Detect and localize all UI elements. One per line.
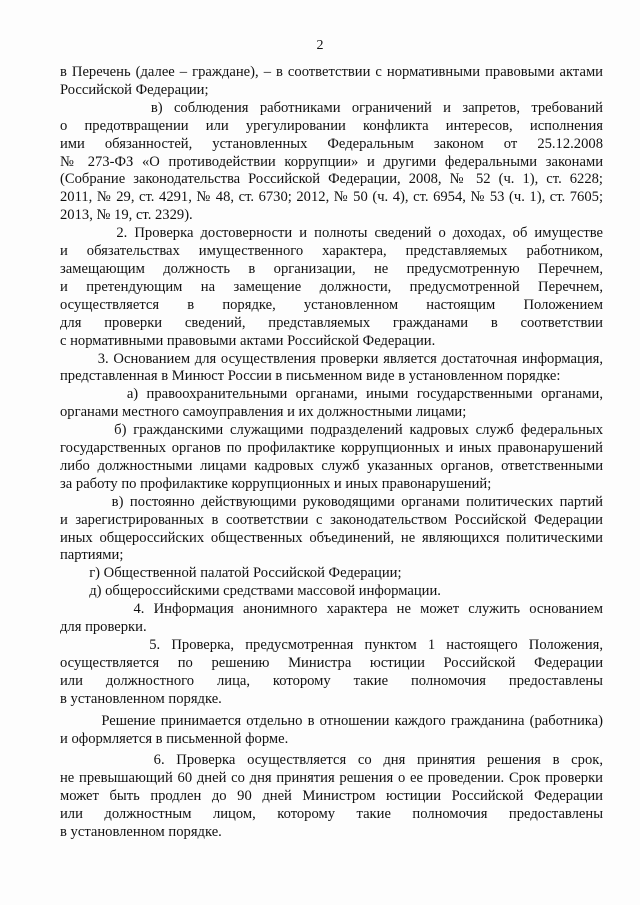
document-body xyxy=(60,64,603,842)
paragraph xyxy=(60,637,603,709)
text-line: г) Общественной палатой Российской Федерации; xyxy=(60,565,402,582)
text-line: может быть продлен до 90 дней Министром юстиции Российской Федерации xyxy=(60,788,603,805)
text-line: для проверки. xyxy=(60,619,147,636)
text-line: в установленном порядке. xyxy=(60,690,222,707)
paragraph xyxy=(60,601,603,637)
text-line: 6. Проверка осуществляется со дня принятия решения в срок, xyxy=(60,752,603,769)
text-line: государственных органов по профилактике коррупционных и иных правонарушений xyxy=(60,440,603,457)
paragraph xyxy=(60,565,603,583)
text-line: с нормативными правовыми актами Российской Федерации. xyxy=(60,332,436,349)
text-line: иных общероссийских общественных объединений, не являющихся политическими xyxy=(60,529,603,546)
text-line: д) общероссийскими средствами массовой информации. xyxy=(60,583,441,600)
text-line: в) соблюдения работниками ограничений и запретов, требований xyxy=(60,99,603,116)
text-line: партиями; xyxy=(60,547,124,564)
text-line: Решение принимается отдельно в отношении каждого гражданина (работника) xyxy=(60,712,603,729)
paragraph xyxy=(60,422,603,494)
paragraph xyxy=(60,351,603,387)
text-line: (Собрание законодательства Российской Федерации, 2008, № 52 (ч. 1), ст. 6228; xyxy=(60,171,603,188)
text-line: 5. Проверка, предусмотренная пунктом 1 настоящего Положения, xyxy=(60,637,603,653)
text-line: и обязательствах имущественного характера, представляемых работником, xyxy=(60,243,603,260)
text-line: о предотвращении или урегулировании конфликта интересов, исполнения xyxy=(60,117,603,134)
paragraph xyxy=(60,225,603,350)
text-line: в) постоянно действующими руководящими органами политических партий xyxy=(60,493,603,510)
text-line: представленная в Минюст России в письменном виде в установленном порядке: xyxy=(60,368,561,385)
text-line: осуществляется по решению Министра юстиции Российской Федерации xyxy=(60,654,603,671)
text-line: и оформляется в письменной форме. xyxy=(60,730,289,747)
text-line: 2013, № 19, ст. 2329). xyxy=(60,207,193,224)
text-line: и зарегистрированных в соответствии с законодательством Российской Федерации xyxy=(60,511,603,528)
text-line: осуществляется в порядке, установленном настоящим Положением xyxy=(60,296,603,313)
text-line: или должностным лицом, которому такие полномочия предоставлены xyxy=(60,806,603,823)
text-line: в Перечень (далее – граждане), – в соответствии с нормативными правовыми актами xyxy=(60,64,603,80)
paragraph xyxy=(60,100,603,225)
paragraph xyxy=(60,583,603,601)
text-line: либо должностными лицами кадровых служб указанных органов, ответственными xyxy=(60,457,603,474)
text-line: Российской Федерации; xyxy=(60,81,209,98)
text-line: а) правоохранительными органами, иными государственными органами, xyxy=(60,386,603,403)
text-line: за работу по профилактике коррупционных и иных правонарушений; xyxy=(60,475,492,492)
text-line: не превышающий 60 дней со дня принятия решения о ее проведении. Срок проверки xyxy=(60,770,603,787)
text-line: 2. Проверка достоверности и полноты сведений о доходах, об имуществе xyxy=(60,225,603,242)
text-line: № 273-ФЗ «О противодействии коррупции» и другими федеральными законами xyxy=(60,153,603,170)
text-line: для проверки сведений, представляемых гражданами в соответствии xyxy=(60,314,603,331)
paragraph xyxy=(60,713,603,749)
text-line: в установленном порядке. xyxy=(60,824,222,841)
text-line: и претендующим на замещение должности, предусмотренной Перечнем, xyxy=(60,278,603,295)
text-line: органами местного самоуправления и их должностными лицами; xyxy=(60,404,467,421)
paragraph xyxy=(60,494,603,566)
paragraph xyxy=(60,64,603,100)
paragraph xyxy=(60,752,603,842)
text-line: 4. Информация анонимного характера не может служить основанием xyxy=(60,601,603,618)
text-line: б) гражданскими служащими подразделений кадровых служб федеральных xyxy=(60,422,603,439)
paragraph xyxy=(60,386,603,422)
page-number: 2 xyxy=(316,38,324,53)
text-line: 2011, № 29, ст. 4291, № 48, ст. 6730; 2012, № 50 (ч. 4), ст. 6954, № 53 (ч. 1), ст. 7605; xyxy=(60,189,603,206)
text-line: ими обязанностей, установленных Федеральным законом от 25.12.2008 xyxy=(60,135,603,152)
text-line: замещающим должность в организации, не предусмотренную Перечнем, xyxy=(60,260,603,277)
text-line: 3. Основанием для осуществления проверки является достаточная информация, xyxy=(60,350,603,367)
text-line: или должностного лица, которому такие полномочия предоставлены xyxy=(60,672,603,689)
